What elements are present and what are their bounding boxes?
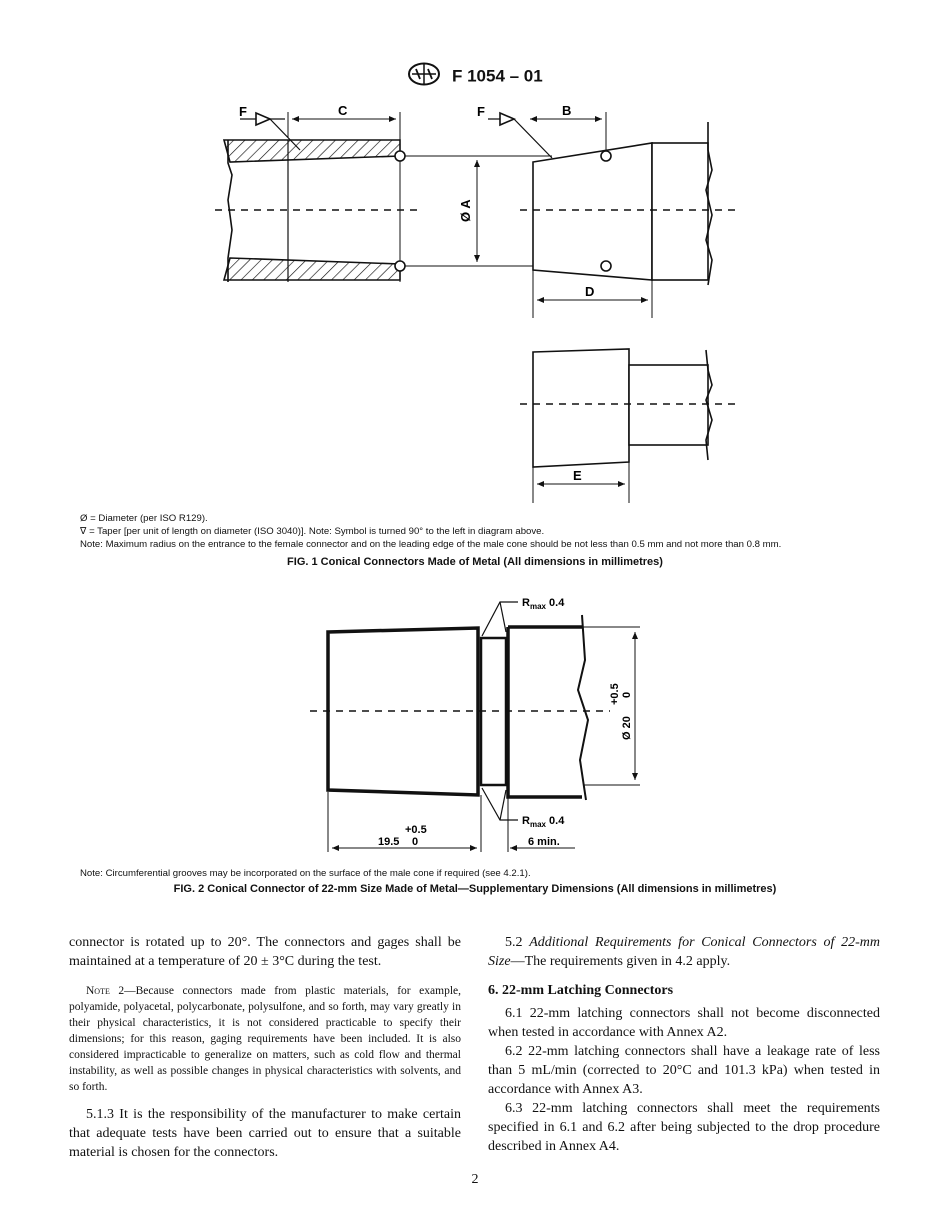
note-2: Note 2—Because connectors made from plastic materials, for example, polyamide, polyacetal, polycarbonate, polysulfone, and so forth, may vary greatly in their physical characteristics, it is not considered practicable to specify their dimensions; for this reason, gaging requirements have been included. It is also considered impracticable to generalize on matters, such as cold flow and thermal instability, as well as possible changes in physical characteristics with solvents, and so forth. — [69, 985, 461, 1093]
label-b: B — [562, 103, 572, 118]
figure-1-notes — [80, 512, 781, 551]
length-tol-zero: 0 — [412, 836, 419, 848]
left-column — [69, 933, 461, 1162]
paragraph-5-1-3: 5.1.3 It is the responsibility of the manufacturer to make certain that adequate tests have been carried out to ensure that a suitable material is chosen for the connectors. — [69, 1107, 461, 1160]
rmax-bottom-label: $R_{max}$ 0.4 — [522, 815, 565, 829]
label-c: C — [338, 103, 348, 118]
length-tol-plus: +0.5 — [405, 824, 427, 836]
paragraph-continued: connector is rotated up to 20°. The connectors and gages shall be maintained at a temperature of 20 ± 3°C during the test. — [69, 935, 461, 969]
page-header — [0, 62, 950, 91]
label-d: D — [585, 284, 595, 299]
section-6-heading: 6. 22-mm Latching Connectors — [488, 983, 674, 998]
astm-logo-icon — [407, 62, 441, 91]
paragraph-6-2: 6.2 22-mm latching connectors shall have a leakage rate of less than 5 mL/min (corrected to 20°C and 101.3 kPa) when tested in accordance with Annex A3. — [488, 1044, 880, 1097]
note-taper: ∇ = Taper [per unit of length on diameter (ISO 3040)]. Note: Symbol is turned 90° to the left in diagram above. — [80, 526, 545, 537]
diameter-tol-zero: 0 — [621, 691, 633, 698]
paragraph-6-3: 6.3 22-mm latching connectors shall meet the requirements specified in 6.1 and 6.2 after being subjected to the drop procedure described in Annex A4. — [488, 1101, 880, 1154]
note-diameter: Ø = Diameter (per ISO R129). — [80, 513, 208, 524]
figure-1-caption: FIG. 1 Conical Connectors Made of Metal (All dimensions in millimetres) — [287, 556, 663, 568]
male-cone — [533, 143, 652, 280]
female-wall-top — [224, 140, 400, 162]
label-f-right: F — [477, 104, 485, 119]
paragraph-6-1: 6.1 22-mm latching connectors shall not become disconnected when tested in accordance with Annex A2. — [488, 1006, 880, 1040]
female-wall-bottom — [224, 258, 400, 280]
label-f-left: F — [239, 104, 247, 119]
document-designation: F 1054 – 01 — [451, 66, 543, 86]
figure-2-note: Note: Circumferential grooves may be incorporated on the surface of the male cone if required (see 4.2.1). — [80, 868, 531, 879]
label-dia-a: Ø A — [458, 199, 473, 222]
figure-1-diagram — [0, 95, 950, 515]
length-dim: 19.5 — [378, 836, 400, 848]
page-number: 2 — [471, 1172, 479, 1187]
diameter-tol-plus: +0.5 — [609, 683, 621, 705]
rmax-top-label: $R_{max}$ 0.4 — [522, 597, 565, 611]
note-radius: Note: Maximum radius on the entrance to the female connector and on the leading edge of the male cone should be not less than 0.5 mm and not more than 0.8 mm. — [80, 539, 782, 550]
male-cone-lower — [533, 349, 629, 467]
paragraph-5-2: 5.2 Additional Requirements for Conical Connectors of 22-mm Size—The requirements given in 4.2 apply. — [488, 935, 880, 969]
diameter-dim: Ø 20 — [621, 716, 633, 740]
figure-2-diagram — [0, 590, 950, 860]
figure-2-caption: FIG. 2 Conical Connector of 22-mm Size Made of Metal—Supplementary Dimensions (All dimensions in millimetres) — [173, 883, 777, 895]
right-column — [488, 933, 880, 1156]
label-e: E — [573, 468, 582, 483]
min-dim: 6 min. — [528, 836, 560, 848]
socket-body — [508, 627, 582, 797]
